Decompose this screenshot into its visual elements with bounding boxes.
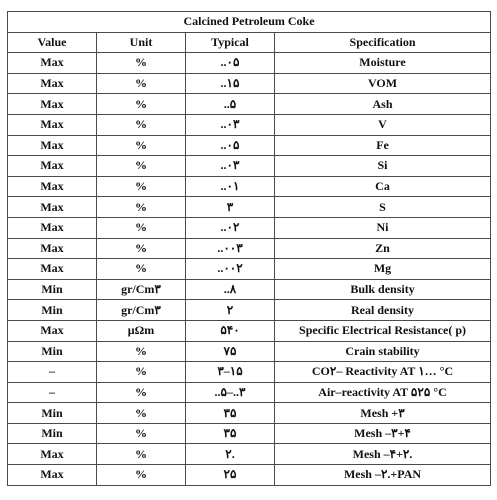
cell-specification: Specific Electrical Resistance( p) — [275, 320, 491, 341]
table-row — [8, 279, 491, 300]
cell-unit: % — [97, 444, 186, 465]
cell-value: Min — [8, 341, 97, 362]
cell-typical: ۷۵ — [186, 341, 275, 362]
cell-unit: % — [97, 403, 186, 424]
cell-value: Max — [8, 238, 97, 259]
cell-typical: ۳۵ — [186, 403, 275, 424]
cell-unit: % — [97, 176, 186, 197]
cell-specification: Mesh –۳+۴ — [275, 423, 491, 444]
cell-typical: ..۱۵ — [186, 73, 275, 94]
cell-unit: % — [97, 217, 186, 238]
cell-unit: gr/Cm۳ — [97, 279, 186, 300]
table-row — [8, 465, 491, 486]
cell-typical: ..۰۱ — [186, 176, 275, 197]
cell-unit: % — [97, 238, 186, 259]
table-title: Calcined Petroleum Coke — [8, 12, 491, 33]
cell-value: Max — [8, 94, 97, 115]
cell-typical: ..۰۰۲ — [186, 259, 275, 280]
cell-typical: ..۵ — [186, 94, 275, 115]
cell-unit: % — [97, 53, 186, 74]
cell-specification: S — [275, 197, 491, 218]
cell-typical: ..۰۳ — [186, 156, 275, 177]
header-specification: Specification — [275, 32, 491, 53]
table-row — [8, 259, 491, 280]
cell-typical: ..۰۳ — [186, 114, 275, 135]
table-row — [8, 197, 491, 218]
cell-value: Max — [8, 176, 97, 197]
cell-value: Max — [8, 135, 97, 156]
header-row — [8, 32, 491, 53]
cell-specification: CO۲– Reactivity AT ۱… °C — [275, 362, 491, 383]
cell-typical: ..۰۵ — [186, 53, 275, 74]
cell-value: Max — [8, 53, 97, 74]
table-row — [8, 135, 491, 156]
spec-table — [7, 11, 491, 486]
cell-unit: % — [97, 341, 186, 362]
cell-unit: gr/Cm۳ — [97, 300, 186, 321]
cell-typical: ۳–۱۵ — [186, 362, 275, 383]
table-row — [8, 156, 491, 177]
cell-specification: Ni — [275, 217, 491, 238]
cell-typical: ..۰۰۳ — [186, 238, 275, 259]
cell-value: Min — [8, 279, 97, 300]
cell-unit: % — [97, 465, 186, 486]
cell-specification: Fe — [275, 135, 491, 156]
cell-value: Max — [8, 444, 97, 465]
table-row — [8, 238, 491, 259]
cell-value: Max — [8, 320, 97, 341]
cell-specification: Mesh –۲.+PAN — [275, 465, 491, 486]
cell-specification: Mesh –۴+۲. — [275, 444, 491, 465]
cell-typical: ..۰۵ — [186, 135, 275, 156]
cell-specification: Mg — [275, 259, 491, 280]
table-row — [8, 94, 491, 115]
cell-specification: Bulk density — [275, 279, 491, 300]
cell-typical: ۵۴۰ — [186, 320, 275, 341]
table-row — [8, 114, 491, 135]
table-row — [8, 423, 491, 444]
table-row — [8, 176, 491, 197]
header-value: Value — [8, 32, 97, 53]
cell-specification: VOM — [275, 73, 491, 94]
cell-unit: μΩm — [97, 320, 186, 341]
cell-specification: Moisture — [275, 53, 491, 74]
cell-value: Max — [8, 465, 97, 486]
cell-typical: ..۰۲ — [186, 217, 275, 238]
cell-unit: % — [97, 73, 186, 94]
cell-specification: Crain stability — [275, 341, 491, 362]
cell-typical: ..۸ — [186, 279, 275, 300]
table-row — [8, 362, 491, 383]
cell-typical: ۳ — [186, 197, 275, 218]
cell-unit: % — [97, 135, 186, 156]
table-body — [8, 53, 491, 485]
cell-value: Min — [8, 423, 97, 444]
cell-specification: Zn — [275, 238, 491, 259]
cell-unit: % — [97, 259, 186, 280]
cell-unit: % — [97, 197, 186, 218]
cell-value: Max — [8, 217, 97, 238]
cell-value: Max — [8, 259, 97, 280]
cell-unit: % — [97, 114, 186, 135]
cell-value: Max — [8, 197, 97, 218]
cell-typical: ۲۵ — [186, 465, 275, 486]
cell-typical: ۲. — [186, 444, 275, 465]
cell-specification: Real density — [275, 300, 491, 321]
table-row — [8, 403, 491, 424]
cell-unit: % — [97, 382, 186, 403]
cell-value: – — [8, 362, 97, 383]
cell-unit: % — [97, 156, 186, 177]
table-row — [8, 73, 491, 94]
cell-typical: ۳۵ — [186, 423, 275, 444]
cell-specification: Ca — [275, 176, 491, 197]
cell-unit: % — [97, 94, 186, 115]
table-row — [8, 217, 491, 238]
table-row — [8, 382, 491, 403]
cell-specification: Mesh +۳ — [275, 403, 491, 424]
table-row — [8, 53, 491, 74]
title-row — [8, 12, 491, 33]
cell-unit: % — [97, 362, 186, 383]
cell-value: Max — [8, 114, 97, 135]
header-typical: Typical — [186, 32, 275, 53]
spec-table-container — [7, 11, 490, 486]
cell-value: – — [8, 382, 97, 403]
table-row — [8, 444, 491, 465]
header-unit: Unit — [97, 32, 186, 53]
cell-value: Max — [8, 73, 97, 94]
cell-value: Min — [8, 403, 97, 424]
table-row — [8, 320, 491, 341]
cell-value: Min — [8, 300, 97, 321]
cell-specification: V — [275, 114, 491, 135]
cell-value: Max — [8, 156, 97, 177]
cell-unit: % — [97, 423, 186, 444]
table-row — [8, 341, 491, 362]
cell-specification: Air–reactivity AT ۵۲۵ °C — [275, 382, 491, 403]
cell-typical: ..۵–..۳ — [186, 382, 275, 403]
table-row — [8, 300, 491, 321]
cell-typical: ۲ — [186, 300, 275, 321]
cell-specification: Si — [275, 156, 491, 177]
cell-specification: Ash — [275, 94, 491, 115]
